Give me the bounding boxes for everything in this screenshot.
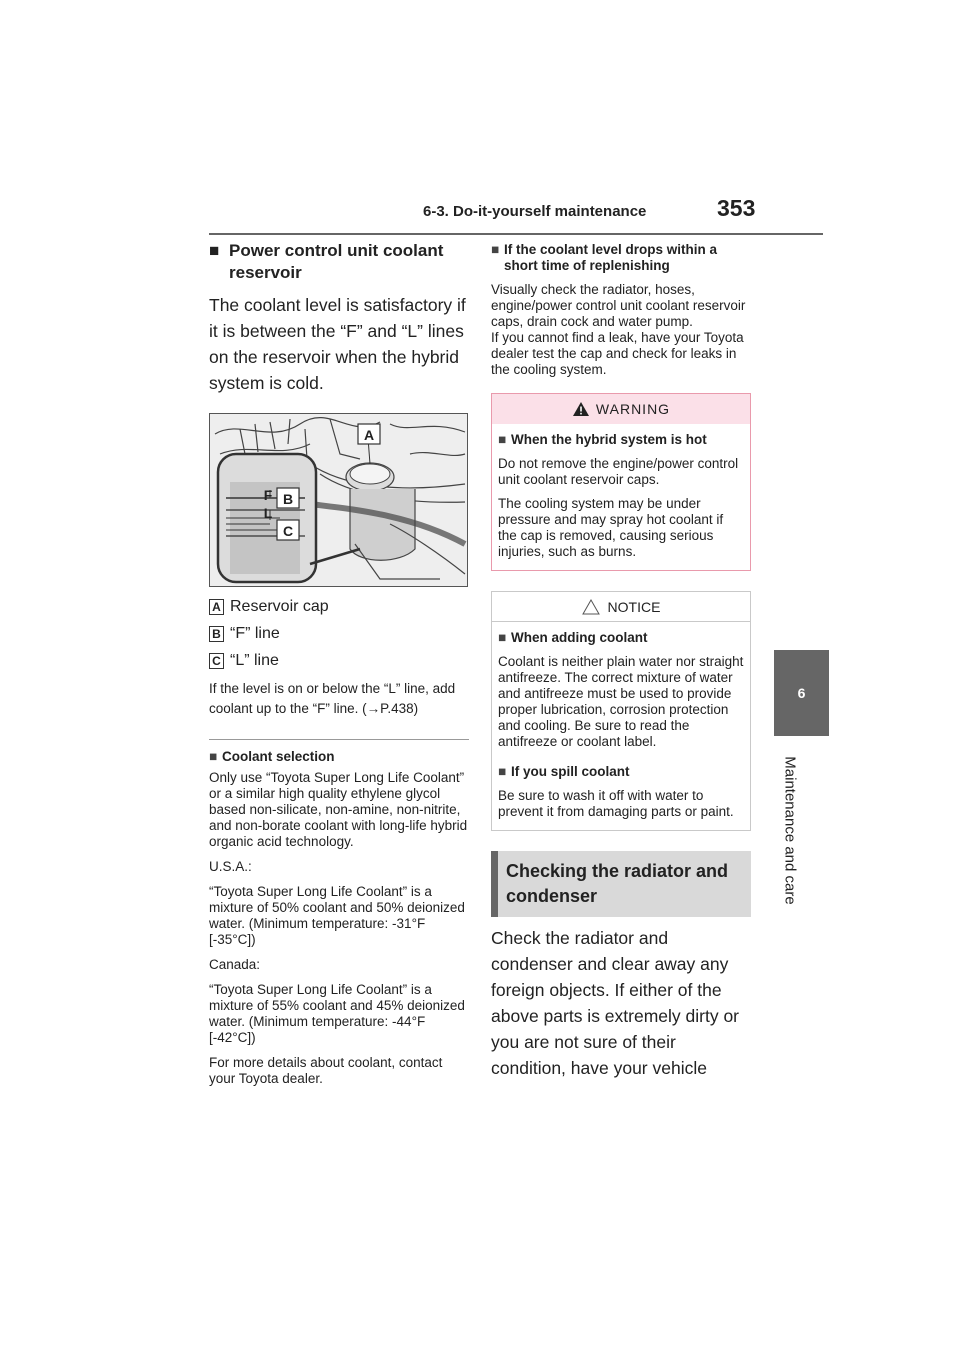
warning-header [492, 394, 750, 424]
canada-label: Canada: [209, 957, 261, 972]
notice-box [491, 591, 751, 831]
figure-legend [209, 593, 469, 674]
usa-label: U.S.A.: [209, 859, 252, 874]
radiator-section-heading: Checking the radiator and condenser [491, 851, 751, 917]
level-drop-text: Visually check the radiator, hoses, engine/power control unit coolant reservoir caps, drain cock and water pump. [491, 282, 746, 329]
line-mark-l: L [263, 505, 273, 521]
chapter-label [774, 738, 806, 922]
legend-text: “F” line [230, 624, 280, 642]
callout-b: B [282, 491, 294, 507]
section-divider [209, 739, 469, 740]
warning-heading-text: When the hybrid system is hot [511, 432, 707, 447]
heading-marker: ■ [209, 241, 220, 260]
heading-marker: ■ [491, 242, 500, 257]
level-note: If the level is on or below the “L” line, add coolant up to the “F” line. (→P.438) [209, 681, 456, 716]
level-drop-heading-text: If the coolant level drops within a short time of replenishing [504, 242, 718, 273]
warning-heading [498, 432, 744, 448]
notice-title: NOTICE [607, 598, 661, 615]
warning-text-2: The cooling system may be under pressure and may spray hot coolant if the cap is removed, causing serious injuries, such as burns. [498, 496, 724, 559]
callout-a: A [363, 427, 375, 443]
coolant-selection-heading-text: Coolant selection [222, 749, 335, 764]
heading-marker: ■ [498, 764, 507, 779]
notice-body [492, 622, 750, 830]
level-drop-text-2: If you cannot find a leak, have your Toyota dealer test the cap and check for leaks in the cooling system. [491, 330, 744, 377]
legend-item [209, 620, 469, 647]
coolant-closing: For more details about coolant, contact your Toyota dealer. [209, 1055, 443, 1086]
callout-c: C [282, 523, 294, 539]
notice-heading-2 [498, 764, 744, 780]
warning-box [491, 393, 751, 571]
usa-text: “Toyota Super Long Life Coolant” is a mixture of 50% coolant and 50% deionized water. (Minimum temperature: -31°F [-35°C]) [209, 884, 465, 947]
reservoir-figure [209, 413, 468, 587]
page-number: 353 [717, 195, 756, 221]
level-drop-heading [491, 242, 751, 274]
legend-item [209, 647, 469, 674]
legend-text: Reservoir cap [230, 597, 329, 615]
legend-key: A [209, 599, 224, 615]
warning-text: Do not remove the engine/power control unit coolant reservoir caps. [498, 456, 739, 487]
left-column [209, 240, 469, 1087]
reservoir-heading [209, 240, 469, 284]
notice-heading-2-text: If you spill coolant [511, 764, 630, 779]
reservoir-illustration [210, 414, 468, 587]
line-mark-f: F [263, 487, 273, 503]
warning-icon [572, 401, 590, 417]
notice-heading-text: When adding coolant [511, 630, 648, 645]
reservoir-heading-text: Power control unit coolant reservoir [229, 241, 444, 282]
legend-key: C [209, 653, 224, 669]
canada-text: “Toyota Super Long Life Coolant” is a mixture of 55% coolant and 45% deionized water. (Minimum temperature: -44°F [-42°C]) [209, 982, 465, 1045]
heading-marker: ■ [498, 630, 507, 645]
heading-marker: ■ [209, 749, 218, 764]
legend-key: B [209, 626, 224, 642]
section-title: 6-3. Do-it-yourself maintenance [423, 203, 647, 220]
notice-text: Coolant is neither plain water nor straight antifreeze. The correct mixture of water and antifreeze must be used to provide proper lubrication, corrosion protection and cooling. Be sure to read the antifreeze or coolant label. [498, 654, 744, 749]
chapter-label-text: Maintenance and care [781, 755, 799, 905]
warning-body [492, 424, 750, 570]
warning-title: WARNING [595, 401, 671, 417]
notice-heading [498, 630, 744, 646]
header-divider [209, 233, 823, 235]
legend-text: “L” line [230, 651, 279, 669]
caution-icon [582, 599, 600, 615]
chapter-tab: 6 [774, 650, 829, 736]
coolant-selection-heading [209, 749, 469, 765]
notice-text-2: Be sure to wash it off with water to prevent it from damaging parts or paint. [498, 788, 734, 819]
legend-item [209, 593, 469, 620]
radiator-section-text: Check the radiator and condenser and clear away any foreign objects. If either of the above parts is extremely dirty or you are not sure of their condition, have your vehicle [491, 928, 740, 1078]
heading-marker: ■ [498, 432, 507, 447]
notice-header [492, 592, 750, 622]
right-column [491, 242, 751, 1081]
coolant-intro: Only use “Toyota Super Long Life Coolant” or a similar high quality ethylene glycol based non-silicate, non-amine, non-nitrite, and non-borate coolant with long-life hybrid organic acid technology. [209, 770, 468, 849]
reservoir-intro: The coolant level is satisfactory if it is between the “F” and “L” lines on the reservoir when the hybrid system is cold. [209, 295, 466, 393]
